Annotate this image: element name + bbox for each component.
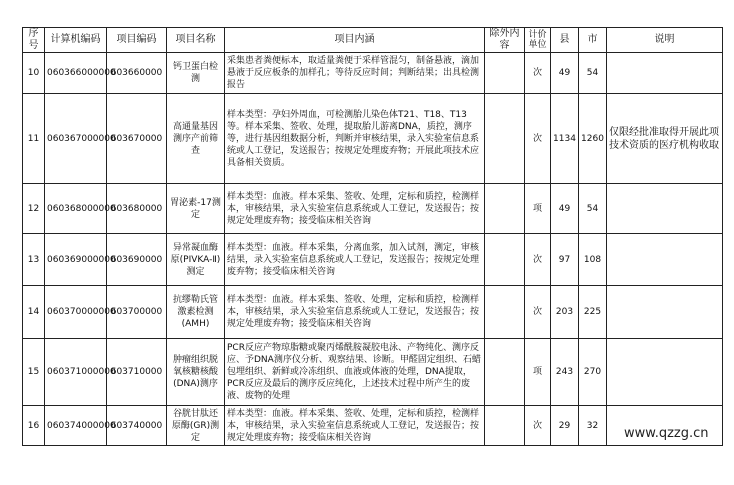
cell-unit: 项 (525, 184, 551, 234)
header-seq: 序号 (23, 28, 45, 53)
cell-county: 97 (551, 234, 579, 286)
cell-seq: 12 (23, 184, 45, 234)
cell-name: 谷胱甘肽还原酶(GR)测定 (167, 406, 225, 446)
table-row (23, 234, 723, 286)
cell-name: 抗缪勒氏管激素检测(AMH) (167, 286, 225, 339)
cell-city: 1260 (579, 94, 607, 184)
cell-note: 仅限经批准取得开展此项技术资质的医疗机构收取 (607, 94, 723, 184)
cell-unit: 次 (525, 53, 551, 94)
cell-code: 060367000000 (45, 94, 107, 184)
cell-excl (485, 406, 525, 446)
cell-excl (485, 339, 525, 406)
cell-excl (485, 94, 525, 184)
cell-content: 采集患者粪便标本，取适量粪便于采样管混匀，制备悬液，滴加悬液于反应板条的加样孔；等待反应时间；判断结果；出具检测报告 (225, 53, 485, 94)
table-row (23, 339, 723, 406)
cell-excl (485, 234, 525, 286)
cell-note (607, 184, 723, 234)
header-city: 市 (579, 28, 607, 53)
cell-city: 54 (579, 53, 607, 94)
cell-proj-code: 603700000 (107, 286, 167, 339)
cell-seq: 11 (23, 94, 45, 184)
header-county: 县 (551, 28, 579, 53)
table-row (23, 406, 723, 446)
cell-name: 肿瘤组织脱氧核糖核酸(DNA)测序 (167, 339, 225, 406)
cell-code: 060368000000 (45, 184, 107, 234)
cell-proj-code: 603680000 (107, 184, 167, 234)
cell-seq: 10 (23, 53, 45, 94)
cell-proj-code: 603660000 (107, 53, 167, 94)
cell-unit: 次 (525, 406, 551, 446)
header-note: 说明 (607, 28, 723, 53)
cell-proj-code: 603690000 (107, 234, 167, 286)
header-excl: 除外内容 (485, 28, 525, 53)
cell-unit: 项 (525, 339, 551, 406)
table-row (23, 286, 723, 339)
cell-county: 29 (551, 406, 579, 446)
cell-unit: 次 (525, 234, 551, 286)
cell-city: 225 (579, 286, 607, 339)
cell-county: 49 (551, 184, 579, 234)
cell-unit: 次 (525, 286, 551, 339)
cell-proj-code: 603670000 (107, 94, 167, 184)
cell-code: 060366000000 (45, 53, 107, 94)
header-name: 项目名称 (167, 28, 225, 53)
cell-proj-code: 603740000 (107, 406, 167, 446)
cell-excl (485, 286, 525, 339)
cell-name: 钙卫蛋白检测 (167, 53, 225, 94)
header-proj-code: 项目编码 (107, 28, 167, 53)
table-row (23, 53, 723, 94)
cell-county: 49 (551, 53, 579, 94)
cell-city: 54 (579, 184, 607, 234)
cell-excl (485, 184, 525, 234)
cell-content: 样本类型：血液。样本采集、签收、处理，定标和质控，检测样本，审核结果，录入实验室信息系统或人工登记，发送报告；按规定处理废弃物；接受临床相关咨询 (225, 286, 485, 339)
cell-code: 060374000000 (45, 406, 107, 446)
cell-content: 样本类型：血液。样本采集、签收、处理，定标和质控，检测样本，审核结果，录入实验室信息系统或人工登记，发送报告；按规定处理废弃物；接受临床相关咨询 (225, 406, 485, 446)
cell-note (607, 234, 723, 286)
cell-content: 样本类型：血液。样本采集、签收、处理，定标和质控，检测样本，审核结果，录入实验室信息系统或人工登记，发送报告；按规定处理废弃物；接受临床相关咨询 (225, 184, 485, 234)
cell-city: 270 (579, 339, 607, 406)
header-row (23, 28, 723, 53)
cell-content: 样本类型：孕妇外周血，可检测胎儿染色体T21、T18、T13等。样本采集、签收、处理，提取胎儿游离DNA，质控，测序等，进行基因组数据分析，判断并审核结果，录入实验室信息系统或人工登记，发送报告；按规定处理废弃物；开展此项技术应具备相关资质。 (225, 94, 485, 184)
cell-note (607, 339, 723, 406)
cell-county: 243 (551, 339, 579, 406)
cell-name: 胃泌素-17测定 (167, 184, 225, 234)
cell-county: 203 (551, 286, 579, 339)
cell-content: 样本类型：血液。样本采集，分离血浆，加入试剂，测定，审核结果，录入实验室信息系统或人工登记，发送报告；按规定处理废弃物；接受临床相关咨询 (225, 234, 485, 286)
cell-unit: 次 (525, 94, 551, 184)
pricing-table (22, 27, 723, 446)
watermark-text: www.qzzg.cn (624, 426, 709, 441)
cell-note (607, 286, 723, 339)
cell-city: 32 (579, 406, 607, 446)
table-row (23, 184, 723, 234)
cell-city: 108 (579, 234, 607, 286)
header-code: 计算机编码 (45, 28, 107, 53)
cell-seq: 16 (23, 406, 45, 446)
cell-code: 060369000000 (45, 234, 107, 286)
cell-seq: 14 (23, 286, 45, 339)
cell-note (607, 53, 723, 94)
cell-content: PCR反应产物琼脂糖或聚丙烯酰胺凝胶电泳、产物纯化、测序反应、予DNA测序仪分析、观察结果、诊断。甲醛固定组织、石蜡包埋组织、新鲜或冷冻组织、血液或体液的处理，DNA提取，PCR反应及最后的测序反应纯化，上述技术过程中所产生的废液、废物的处理 (225, 339, 485, 406)
table-row (23, 94, 723, 184)
cell-name: 异常凝血酶原(PIVKA-Ⅱ)测定 (167, 234, 225, 286)
cell-excl (485, 53, 525, 94)
header-unit: 计价单位 (525, 28, 551, 53)
cell-seq: 15 (23, 339, 45, 406)
cell-name: 高通量基因测序产前筛查 (167, 94, 225, 184)
cell-code: 060371000000 (45, 339, 107, 406)
header-content: 项目内涵 (225, 28, 485, 53)
cell-code: 060370000000 (45, 286, 107, 339)
cell-county: 1134 (551, 94, 579, 184)
cell-proj-code: 603710000 (107, 339, 167, 406)
cell-seq: 13 (23, 234, 45, 286)
